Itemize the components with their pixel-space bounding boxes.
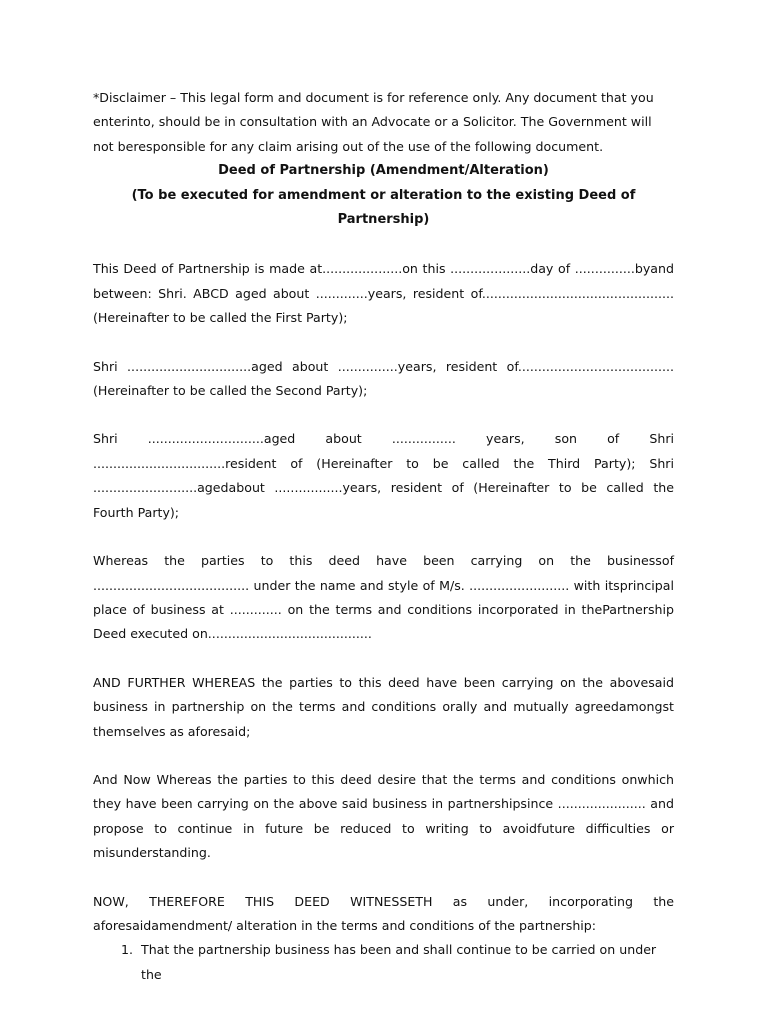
paragraph-third-fourth-party: Shri .............................aged about ................ years, son of Shri .................................resident of (Hereinafter to be called the Third Party); Shri ..........................agedabout .................years, resident of (Hereinafter to be called the Fourth Party); (93, 431, 674, 520)
paragraph-first-party: This Deed of Partnership is made at....................on this ....................day of ...............byand between: Shri. ABCD aged about .............years, resident of................................................ (Hereinafter to be called the First Party); (93, 261, 674, 326)
paragraph-further-whereas: AND FURTHER WHEREAS the parties to this deed have been carrying on the abovesaid business in partnership on the terms and conditions orally and mutually agreedamongst themselves as aforesaid; (93, 674, 674, 739)
document-subtitle: (To be executed for amendment or alteration to the existing Deed of Partnership) (131, 187, 636, 228)
terms-list (93, 938, 674, 987)
list-item: 1. That the partnership business has been and shall continue to be carried on under the (137, 938, 674, 987)
document-title: Deed of Partnership (Amendment/Alteration) (218, 163, 549, 179)
paragraph-witnesseth: NOW, THEREFORE THIS DEED WITNESSETH as under, incorporating the aforesaidamendment/ alteration in the terms and conditions of the partnership: (93, 893, 674, 933)
paragraph-now-whereas: And Now Whereas the parties to this deed desire that the terms and conditions onwhich they have been carrying on the above said business in partnershipsince ...................... and propose to continue in future be reduced to writing to avoidfuture difficulties or misunderstanding. (93, 771, 674, 861)
paragraph-whereas: Whereas the parties to this deed have been carrying on the businessof ....................................... under the name and style of M/s. ......................... with itsprincipal place of business at ............. on the terms and conditions incorporated in thePartnership Deed executed on......................................... (93, 553, 674, 642)
document-body (93, 86, 674, 987)
paragraph-second-party: Shri ...............................aged about ...............years, resident of....................................... (Hereinafter to be called the Second Party); (93, 358, 674, 399)
disclaimer-text: *Disclaimer – This legal form and document is for reference only. Any document that you enterinto, should be in consultation with an Advocate or a Solicitor. The Government will not beresponsible for any claim arising out of the use of the following document. (93, 90, 654, 154)
